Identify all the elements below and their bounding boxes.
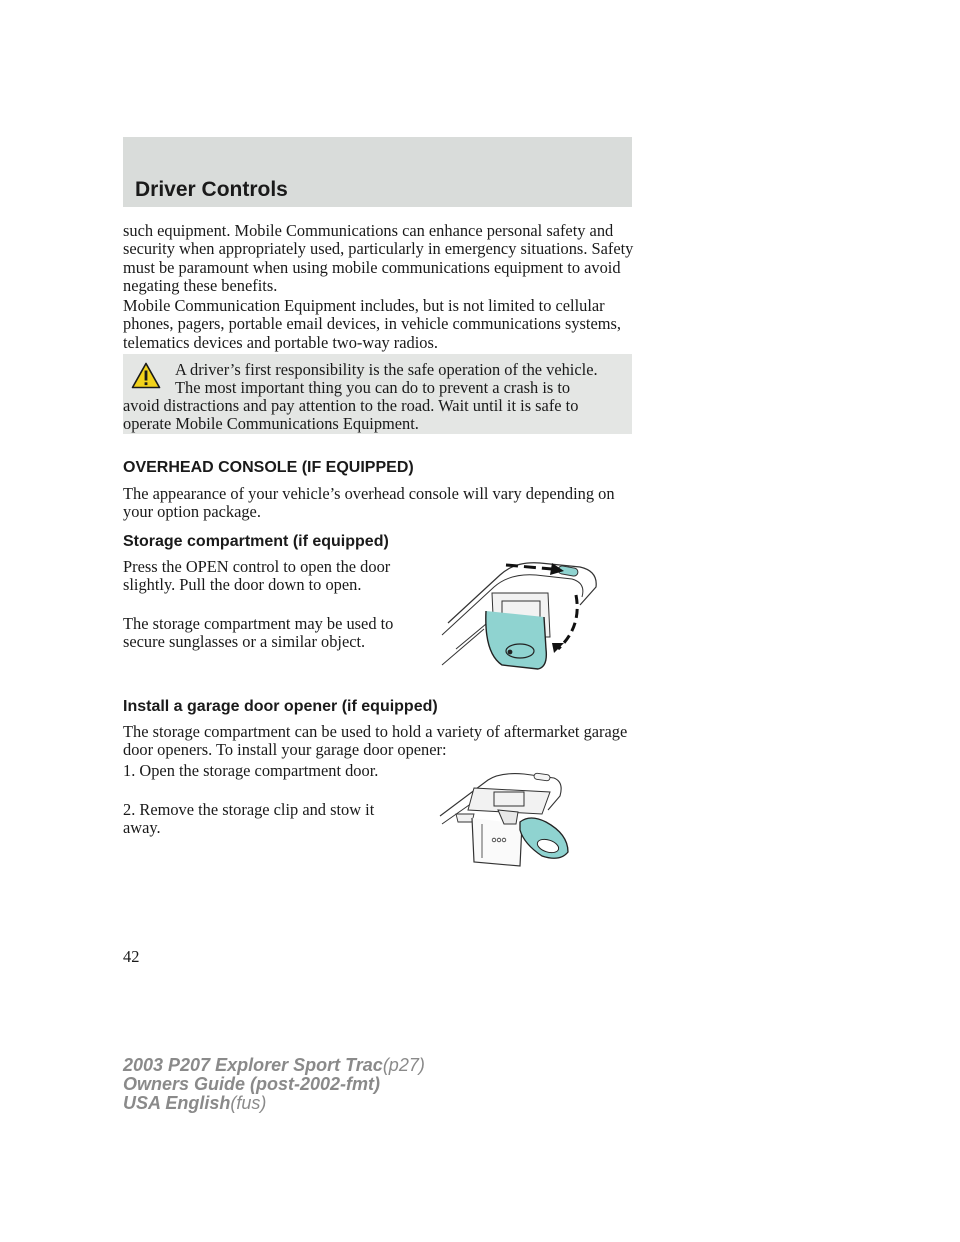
- footer-model: 2003 P207 Explorer Sport Trac: [123, 1055, 383, 1075]
- storage-compartment-heading: Storage compartment (if equipped): [123, 533, 389, 550]
- overhead-console-heading: OVERHEAD CONSOLE (IF EQUIPPED): [123, 459, 414, 476]
- footer-line-2: [123, 1075, 380, 1094]
- garage-step-1: 1. Open the storage compartment door.: [123, 761, 379, 780]
- warning-text-line-2: The most important thing you can do to prevent a crash is to: [175, 378, 571, 397]
- page-section-title: Driver Controls: [135, 178, 288, 201]
- paragraph-mobile-equipment: Mobile Communication Equipment includes, but is not limited to cellular phones, pagers, portable email devices, in vehicle communications systems, telematics devices and portable two-way radios.: [123, 296, 621, 352]
- footer-guide: Owners Guide (post-2002-fmt): [123, 1074, 381, 1094]
- footer-language-code: (fus): [230, 1093, 267, 1113]
- overhead-console-text: The appearance of your vehicle’s overhead console will vary depending on your option package.: [123, 484, 615, 522]
- warning-text-line-4: operate Mobile Communications Equipment.: [123, 414, 419, 433]
- storage-use-text: The storage compartment may be used to secure sunglasses or a similar object.: [123, 614, 394, 652]
- garage-step-2: 2. Remove the storage clip and stow it away.: [123, 800, 375, 838]
- footer-line-1: [123, 1056, 425, 1075]
- footer-model-code: (p27): [382, 1055, 425, 1075]
- warning-triangle-icon: [131, 362, 161, 389]
- garage-opener-heading: Install a garage door opener (if equipped): [123, 698, 438, 715]
- garage-opener-text: The storage compartment can be used to hold a variety of aftermarket garage door openers. To install your garage door opener:: [123, 722, 628, 760]
- paragraph-mobile-safety: such equipment. Mobile Communications can enhance personal safety and security when appropriately used, particularly in emergency situations. Safety must be paramount when using mobile communications equipment to avoid negating these benefits.: [123, 221, 634, 296]
- storage-open-text: Press the OPEN control to open the door slightly. Pull the door down to open.: [123, 557, 391, 595]
- footer-language: USA English: [123, 1093, 231, 1113]
- storage-clip-illustration: [438, 770, 570, 870]
- warning-text-line-1: A driver’s first responsibility is the safe operation of the vehicle.: [175, 360, 598, 379]
- page-number: 42: [123, 947, 140, 966]
- overhead-console-open-illustration: [440, 553, 600, 675]
- footer-line-3: [123, 1094, 266, 1113]
- warning-text-line-3: avoid distractions and pay attention to the road. Wait until it is safe to: [123, 396, 579, 415]
